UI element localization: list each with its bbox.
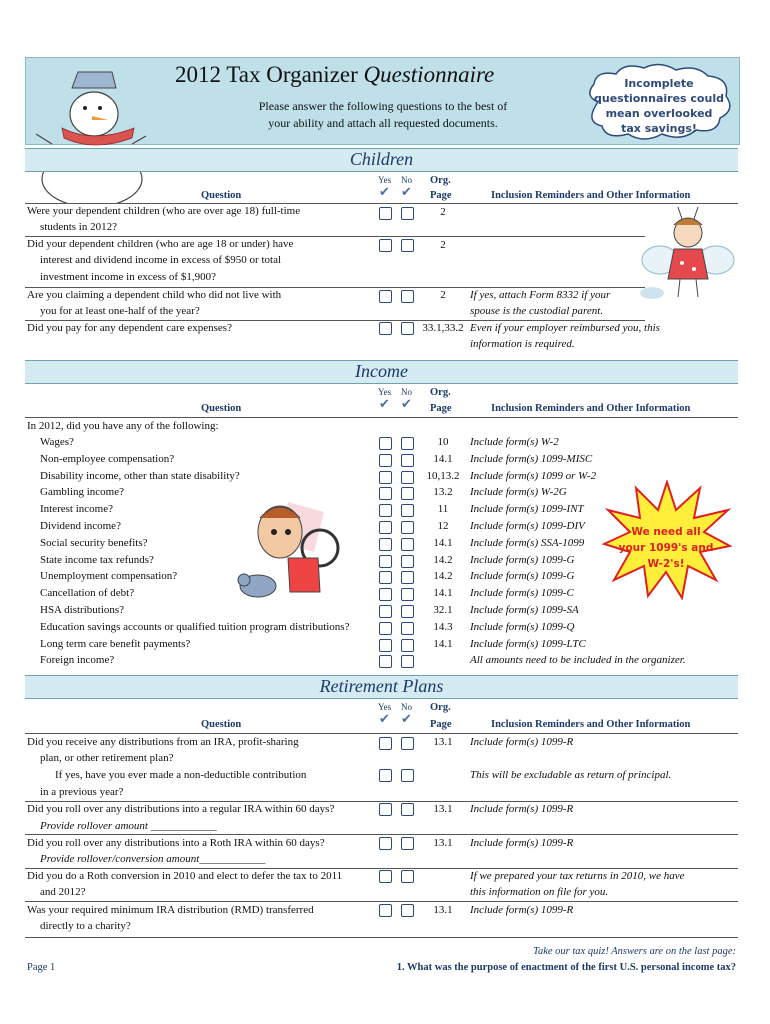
divider <box>25 801 738 802</box>
reminder-text: Even if your employer reimbursed you, this <box>470 322 660 334</box>
page-header: Page <box>430 403 452 414</box>
org-page: 12 <box>437 520 449 532</box>
no-checkbox[interactable] <box>401 769 414 782</box>
question-text: Did your dependent children (who are age 18 or under) have <box>27 238 294 250</box>
page-subtitle: Please answer the following questions to the best of your ability and attach all requested documents. <box>258 99 508 130</box>
question-text: investment income in excess of $1,900? <box>40 271 216 283</box>
question-text: Did you receive any distributions from an IRA, profit-sharing <box>27 736 299 748</box>
reminder-text: Include form(s) 1099-R <box>470 736 574 748</box>
rollover-amount-field[interactable]: Provide rollover amount ____________ <box>40 820 217 832</box>
yes-checkbox[interactable] <box>379 904 392 917</box>
reminder-text: Include form(s) 1099-MISC <box>470 453 593 465</box>
reminder-text: Include form(s) 1099-G <box>470 570 575 582</box>
reminder-text: Include form(s) W-2 <box>470 436 559 448</box>
reminder-text: Include form(s) SSA-1099 <box>470 537 585 549</box>
yes-checkbox[interactable] <box>379 504 392 517</box>
question-header: Question <box>201 190 242 201</box>
no-checkbox[interactable] <box>401 870 414 883</box>
yes-checkbox[interactable] <box>379 622 392 635</box>
question-text: Are you claiming a dependent child who did not live with <box>27 289 282 301</box>
income-question-text: Social security benefits? <box>40 537 148 549</box>
org-page: 14.2 <box>433 554 453 566</box>
reminder-text: Include form(s) 1099-R <box>470 904 574 916</box>
check-icon: ✔ <box>401 184 412 199</box>
yes-checkbox[interactable] <box>379 538 392 551</box>
income-question-text: Gambling income? <box>40 486 125 498</box>
question-header: Question <box>201 403 242 414</box>
org-page: 13.2 <box>433 486 453 498</box>
retirement-section-title: Retirement Plans <box>319 676 444 696</box>
org-page: 32.1 <box>433 604 453 616</box>
org-page: 2 <box>440 206 446 218</box>
reminder-text: Include form(s) W-2G <box>470 486 567 498</box>
reminder-text: All amounts need to be included in the organizer. <box>470 654 686 666</box>
income-question-text: Non-employee compensation? <box>40 453 175 465</box>
org-page: 14.1 <box>433 638 453 650</box>
income-section-title: Income <box>355 361 408 381</box>
org-page: 33.1,33.2 <box>422 322 464 334</box>
income-question-text: Disability income, other than state disability? <box>40 470 240 482</box>
reminder-text: Include form(s) 1099-C <box>470 587 574 599</box>
yes-checkbox[interactable] <box>379 207 392 220</box>
question-text: Did you do a Roth conversion in 2010 and elect to defer the tax to 2011 <box>27 870 343 882</box>
question-text: Did you roll over any distributions into a regular IRA within 60 days? <box>27 803 335 815</box>
reminder-text: Include form(s) 1099-LTC <box>470 638 586 650</box>
yes-checkbox[interactable] <box>379 870 392 883</box>
reminder-text: Include form(s) 1099-INT <box>470 503 584 515</box>
question-text: interest and dividend income in excess of $950 or total <box>40 254 282 266</box>
yes-checkbox[interactable] <box>379 605 392 618</box>
yes-checkbox[interactable] <box>379 471 392 484</box>
org-page: 14.1 <box>433 453 453 465</box>
no-header: No <box>401 175 412 185</box>
yes-checkbox[interactable] <box>379 521 392 534</box>
reminder-text: Include form(s) 1099-SA <box>470 604 579 616</box>
reminder-text: Include form(s) 1099-G <box>470 554 575 566</box>
reminder-text: information is required. <box>470 338 575 350</box>
reminder-text: Include form(s) 1099-R <box>470 837 574 849</box>
yes-header: Yes <box>378 702 392 712</box>
divider <box>25 287 645 288</box>
yes-checkbox[interactable] <box>379 290 392 303</box>
question-text: Were your dependent children (who are over age 18) full-time <box>27 205 301 217</box>
question-text: Was your required minimum IRA distribution (RMD) transferred <box>27 904 314 916</box>
divider <box>25 236 645 237</box>
org-page: 13.1 <box>433 904 453 916</box>
org-page: 10,13.2 <box>426 470 460 482</box>
question-text: directly to a charity? <box>40 920 131 932</box>
income-question-text: Dividend income? <box>40 520 121 532</box>
org-page: 2 <box>440 289 446 301</box>
question-text: Did you roll over any distributions into a Roth IRA within 60 days? <box>27 837 325 849</box>
page-number: Page 1 <box>27 962 56 973</box>
income-question-text: Foreign income? <box>40 654 115 666</box>
org-page: 2 <box>440 239 446 251</box>
no-header: No <box>401 702 412 712</box>
org-page: 13.1 <box>433 837 453 849</box>
reminders-header: Inclusion Reminders and Other Information <box>491 190 691 201</box>
yes-checkbox[interactable] <box>379 454 392 467</box>
divider <box>25 203 738 204</box>
tax-quiz-intro: Take our tax quiz! Answers are on the last page: <box>533 946 736 957</box>
divider <box>25 868 738 869</box>
no-header: No <box>401 387 412 397</box>
org-page: 14.3 <box>433 621 453 633</box>
yes-checkbox[interactable] <box>379 322 392 335</box>
check-icon: ✔ <box>379 711 390 726</box>
yes-checkbox[interactable] <box>379 737 392 750</box>
org-page: 10 <box>437 436 449 448</box>
divider <box>25 320 645 321</box>
yes-checkbox[interactable] <box>379 803 392 816</box>
divider <box>25 834 738 835</box>
conversion-amount-field[interactable]: Provide rollover/conversion amount____________ <box>40 853 266 865</box>
divider <box>25 733 738 734</box>
question-text: and 2012? <box>40 886 86 898</box>
no-checkbox[interactable] <box>401 655 414 668</box>
org-page: 13.1 <box>433 803 453 815</box>
income-question-text: State income tax refunds? <box>40 554 154 566</box>
magnifier-man-illustration <box>228 492 358 607</box>
fairy-girl-illustration <box>638 205 738 305</box>
org-header: Org. <box>430 387 451 398</box>
reminder-text: Include form(s) 1099-R <box>470 803 574 815</box>
yes-checkbox[interactable] <box>379 769 392 782</box>
yes-checkbox[interactable] <box>379 655 392 668</box>
yes-checkbox[interactable] <box>379 588 392 601</box>
question-text: Did you pay for any dependent care expenses? <box>27 322 232 334</box>
cloud-callout-text: Incomplete questionnaires could mean overlooked tax savings! <box>594 77 724 135</box>
yes-checkbox[interactable] <box>379 639 392 652</box>
question-header: Question <box>201 719 242 730</box>
reminder-text: If we prepared your tax returns in 2010, we have <box>470 870 685 882</box>
reminder-text: spouse is the custodial parent. <box>470 305 604 317</box>
yes-checkbox[interactable] <box>379 837 392 850</box>
yes-checkbox[interactable] <box>379 239 392 252</box>
yes-checkbox[interactable] <box>379 487 392 500</box>
income-question-text: Wages? <box>40 436 74 448</box>
income-question-text: HSA distributions? <box>40 604 125 616</box>
income-question-text: Interest income? <box>40 503 113 515</box>
question-text: plan, or other retirement plan? <box>40 752 174 764</box>
question-text: in a previous year? <box>40 786 124 798</box>
org-page: 14.1 <box>433 537 453 549</box>
question-text: students in 2012? <box>40 221 117 233</box>
reminders-header: Inclusion Reminders and Other Information <box>491 403 691 414</box>
children-section-title: Children <box>349 149 414 169</box>
org-page: 11 <box>437 503 449 515</box>
question-text: If yes, have you ever made a non-deductible contribution <box>55 769 307 781</box>
reminder-text: This will be excludable as return of principal. <box>470 769 672 781</box>
check-icon: ✔ <box>401 396 412 411</box>
page-header: Page <box>430 719 452 730</box>
yes-checkbox[interactable] <box>379 437 392 450</box>
reminder-text: Include form(s) 1099 or W-2 <box>470 470 597 482</box>
income-question-text: Education savings accounts or qualified tuition program distributions? <box>40 621 350 633</box>
yes-checkbox[interactable] <box>379 555 392 568</box>
income-question-text: Long term care benefit payments? <box>40 638 191 650</box>
page-title: 2012 Tax Organizer Questionnaire <box>175 62 495 87</box>
check-icon: ✔ <box>379 184 390 199</box>
org-header: Org. <box>430 702 451 713</box>
question-text: you for at least one-half of the year? <box>40 305 200 317</box>
yes-header: Yes <box>378 175 392 185</box>
org-page: 13.1 <box>433 736 453 748</box>
reminder-text: Include form(s) 1099-Q <box>470 621 575 633</box>
divider <box>25 901 738 902</box>
reminder-text: If yes, attach Form 8332 if your <box>470 289 611 301</box>
tax-quiz-question: 1. What was the purpose of enactment of the first U.S. personal income tax? <box>396 962 736 973</box>
reminder-text: Include form(s) 1099-DIV <box>470 520 585 532</box>
starburst-text: We need all your 1099's and W-2's! <box>618 526 714 570</box>
check-icon: ✔ <box>379 396 390 411</box>
income-question-text: Unemployment compensation? <box>40 570 178 582</box>
yes-header: Yes <box>378 387 392 397</box>
divider <box>25 417 738 418</box>
income-intro: In 2012, did you have any of the following: <box>27 420 219 432</box>
income-question-text: Cancellation of debt? <box>40 587 135 599</box>
reminders-header: Inclusion Reminders and Other Information <box>491 719 691 730</box>
org-page: 14.2 <box>433 570 453 582</box>
org-page: 14.1 <box>433 587 453 599</box>
snowman-illustration <box>32 64 147 204</box>
divider <box>25 937 738 938</box>
org-header: Org. <box>430 175 451 186</box>
page-header: Page <box>430 190 452 201</box>
yes-checkbox[interactable] <box>379 571 392 584</box>
reminder-text: this information on file for you. <box>470 886 609 898</box>
check-icon: ✔ <box>401 711 412 726</box>
